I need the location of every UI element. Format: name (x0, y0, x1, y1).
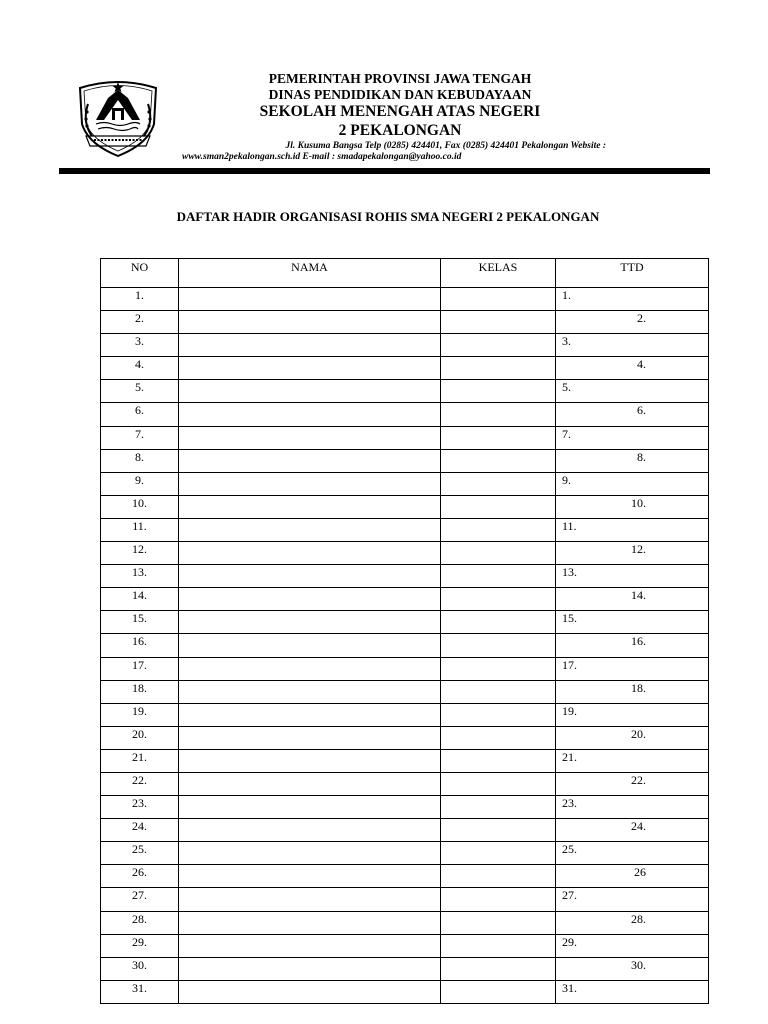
kelas-cell[interactable] (441, 495, 556, 518)
ttd-cell[interactable]: 28. (556, 911, 709, 934)
nama-cell[interactable] (179, 934, 441, 957)
nama-cell[interactable] (179, 680, 441, 703)
ttd-cell[interactable]: 24. (556, 819, 709, 842)
kelas-cell[interactable] (441, 611, 556, 634)
table-row (101, 495, 709, 518)
ttd-cell[interactable]: 6. (556, 403, 709, 426)
nama-cell[interactable] (179, 495, 441, 518)
row-number: 24. (101, 819, 179, 842)
table-row (101, 611, 709, 634)
letterhead-school-city: 2 PEKALONGAN (338, 121, 462, 139)
nama-cell[interactable] (179, 888, 441, 911)
table-row (101, 888, 709, 911)
row-number: 15. (101, 611, 179, 634)
table-row (101, 288, 709, 311)
table-row (101, 588, 709, 611)
ttd-cell[interactable]: 29. (556, 934, 709, 957)
row-number: 13. (101, 565, 179, 588)
table-row (101, 380, 709, 403)
nama-cell[interactable] (179, 865, 441, 888)
kelas-cell[interactable] (441, 957, 556, 980)
nama-cell[interactable] (179, 980, 441, 1003)
ttd-cell[interactable]: 18. (556, 680, 709, 703)
kelas-cell[interactable] (441, 888, 556, 911)
ttd-cell[interactable]: 13. (556, 565, 709, 588)
page-title: DAFTAR HADIR ORGANISASI ROHIS SMA NEGERI 2 PEKALONGAN (176, 209, 600, 224)
nama-cell[interactable] (179, 611, 441, 634)
nama-cell[interactable] (179, 334, 441, 357)
row-number: 16. (101, 634, 179, 657)
table-row (101, 518, 709, 541)
kelas-cell[interactable] (441, 911, 556, 934)
ttd-cell[interactable]: 1. (556, 288, 709, 311)
ttd-cell[interactable]: 12. (556, 542, 709, 565)
row-number: 17. (101, 657, 179, 680)
kelas-cell[interactable] (441, 796, 556, 819)
row-number: 29. (101, 934, 179, 957)
kelas-cell[interactable] (441, 357, 556, 380)
table-row (101, 842, 709, 865)
table-row (101, 726, 709, 749)
ttd-cell[interactable]: 27. (556, 888, 709, 911)
row-number: 21. (101, 749, 179, 772)
row-number: 2. (101, 311, 179, 334)
ttd-cell[interactable]: 21. (556, 749, 709, 772)
ttd-cell[interactable]: 4. (556, 357, 709, 380)
ttd-cell[interactable]: 9. (556, 472, 709, 495)
table-row (101, 449, 709, 472)
kelas-cell[interactable] (441, 288, 556, 311)
letterhead-school-name: SEKOLAH MENENGAH ATAS NEGERI (259, 103, 541, 120)
row-number: 22. (101, 772, 179, 795)
ttd-cell[interactable]: 3. (556, 334, 709, 357)
kelas-cell[interactable] (441, 934, 556, 957)
table-row (101, 957, 709, 980)
letterhead-divider (59, 168, 710, 174)
row-number: 28. (101, 911, 179, 934)
row-number: 25. (101, 842, 179, 865)
row-number: 23. (101, 796, 179, 819)
table-row (101, 865, 709, 888)
nama-cell[interactable] (179, 703, 441, 726)
table-row (101, 911, 709, 934)
nama-cell[interactable] (179, 634, 441, 657)
nama-cell[interactable] (179, 311, 441, 334)
ttd-cell[interactable]: 14. (556, 588, 709, 611)
kelas-cell[interactable] (441, 472, 556, 495)
table-row (101, 796, 709, 819)
ttd-cell[interactable]: 16. (556, 634, 709, 657)
ttd-cell[interactable]: 10. (556, 495, 709, 518)
nama-cell[interactable] (179, 819, 441, 842)
row-number: 4. (101, 357, 179, 380)
row-number: 11. (101, 518, 179, 541)
row-number: 12. (101, 542, 179, 565)
table-row (101, 772, 709, 795)
ttd-cell[interactable]: 19. (556, 703, 709, 726)
row-number: 18. (101, 680, 179, 703)
row-number: 26. (101, 865, 179, 888)
table-row (101, 565, 709, 588)
kelas-cell[interactable] (441, 980, 556, 1003)
row-number: 6. (101, 403, 179, 426)
kelas-cell[interactable] (441, 726, 556, 749)
ttd-cell[interactable]: 7. (556, 426, 709, 449)
nama-cell[interactable] (179, 288, 441, 311)
nama-cell[interactable] (179, 449, 441, 472)
table-row (101, 657, 709, 680)
header-no: NO (101, 259, 179, 288)
row-number: 19. (101, 703, 179, 726)
ttd-cell[interactable]: 17. (556, 657, 709, 680)
row-number: 7. (101, 426, 179, 449)
kelas-cell[interactable] (441, 749, 556, 772)
nama-cell[interactable] (179, 357, 441, 380)
table-row (101, 542, 709, 565)
nama-cell[interactable] (179, 565, 441, 588)
row-number: 3. (101, 334, 179, 357)
letterhead-department: DINAS PENDIDIKAN DAN KEBUDAYAAN (268, 86, 532, 102)
nama-cell[interactable] (179, 472, 441, 495)
ttd-cell[interactable]: 26 (556, 865, 709, 888)
nama-cell[interactable] (179, 911, 441, 934)
kelas-cell[interactable] (441, 634, 556, 657)
nama-cell[interactable] (179, 726, 441, 749)
kelas-cell[interactable] (441, 842, 556, 865)
letterhead (180, 70, 620, 162)
header-ttd: TTD (556, 259, 709, 288)
table-row (101, 749, 709, 772)
nama-cell[interactable] (179, 426, 441, 449)
kelas-cell[interactable] (441, 680, 556, 703)
table-row (101, 426, 709, 449)
row-number: 10. (101, 495, 179, 518)
nama-cell[interactable] (179, 657, 441, 680)
letterhead-government: PEMERINTAH PROVINSI JAWA TENGAH (268, 71, 532, 86)
header-kelas: KELAS (441, 259, 556, 288)
row-number: 20. (101, 726, 179, 749)
table-row (101, 472, 709, 495)
kelas-cell[interactable] (441, 311, 556, 334)
kelas-cell[interactable] (441, 703, 556, 726)
kelas-cell[interactable] (441, 588, 556, 611)
table-row (101, 680, 709, 703)
nama-cell[interactable] (179, 542, 441, 565)
ttd-cell[interactable]: 20. (556, 726, 709, 749)
ttd-cell[interactable]: 22. (556, 772, 709, 795)
table-row (101, 980, 709, 1003)
row-number: 14. (101, 588, 179, 611)
ttd-cell[interactable]: 23. (556, 796, 709, 819)
nama-cell[interactable] (179, 380, 441, 403)
row-number: 30. (101, 957, 179, 980)
kelas-cell[interactable] (441, 334, 556, 357)
kelas-cell[interactable] (441, 426, 556, 449)
row-number: 8. (101, 449, 179, 472)
nama-cell[interactable] (179, 749, 441, 772)
table-row (101, 819, 709, 842)
letterhead-web-email: www.sman2pekalongan.sch.id E-mail : smadapekalongan@yahoo.co.id (182, 151, 462, 162)
table-header-row (101, 259, 709, 288)
ttd-cell[interactable]: 8. (556, 449, 709, 472)
kelas-cell[interactable] (441, 865, 556, 888)
ttd-cell[interactable]: 25. (556, 842, 709, 865)
nama-cell[interactable] (179, 772, 441, 795)
nama-cell[interactable] (179, 796, 441, 819)
table-row (101, 934, 709, 957)
kelas-cell[interactable] (441, 403, 556, 426)
kelas-cell[interactable] (441, 657, 556, 680)
row-number: 1. (101, 288, 179, 311)
table-row (101, 357, 709, 380)
nama-cell[interactable] (179, 957, 441, 980)
table-row (101, 634, 709, 657)
ttd-cell[interactable]: 15. (556, 611, 709, 634)
row-number: 31. (101, 980, 179, 1003)
ttd-cell[interactable]: 30. (556, 957, 709, 980)
ttd-cell[interactable]: 2. (556, 311, 709, 334)
ttd-cell[interactable]: 31. (556, 980, 709, 1003)
kelas-cell[interactable] (441, 772, 556, 795)
kelas-cell[interactable] (441, 449, 556, 472)
table-row (101, 403, 709, 426)
table-row (101, 334, 709, 357)
kelas-cell[interactable] (441, 542, 556, 565)
ttd-cell[interactable]: 5. (556, 380, 709, 403)
kelas-cell[interactable] (441, 565, 556, 588)
row-number: 27. (101, 888, 179, 911)
ttd-cell[interactable]: 11. (556, 518, 709, 541)
jawa-tengah-crest-icon (74, 74, 162, 160)
row-number: 5. (101, 380, 179, 403)
nama-cell[interactable] (179, 403, 441, 426)
kelas-cell[interactable] (441, 380, 556, 403)
attendance-table (100, 258, 709, 1004)
nama-cell[interactable] (179, 518, 441, 541)
kelas-cell[interactable] (441, 518, 556, 541)
nama-cell[interactable] (179, 842, 441, 865)
nama-cell[interactable] (179, 588, 441, 611)
kelas-cell[interactable] (441, 819, 556, 842)
table-row (101, 703, 709, 726)
row-number: 9. (101, 472, 179, 495)
table-row (101, 311, 709, 334)
header-nama: NAMA (179, 259, 441, 288)
letterhead-address: Jl. Kusuma Bangsa Telp (0285) 424401, Fax (0285) 424401 Pekalongan Website : (285, 141, 606, 151)
